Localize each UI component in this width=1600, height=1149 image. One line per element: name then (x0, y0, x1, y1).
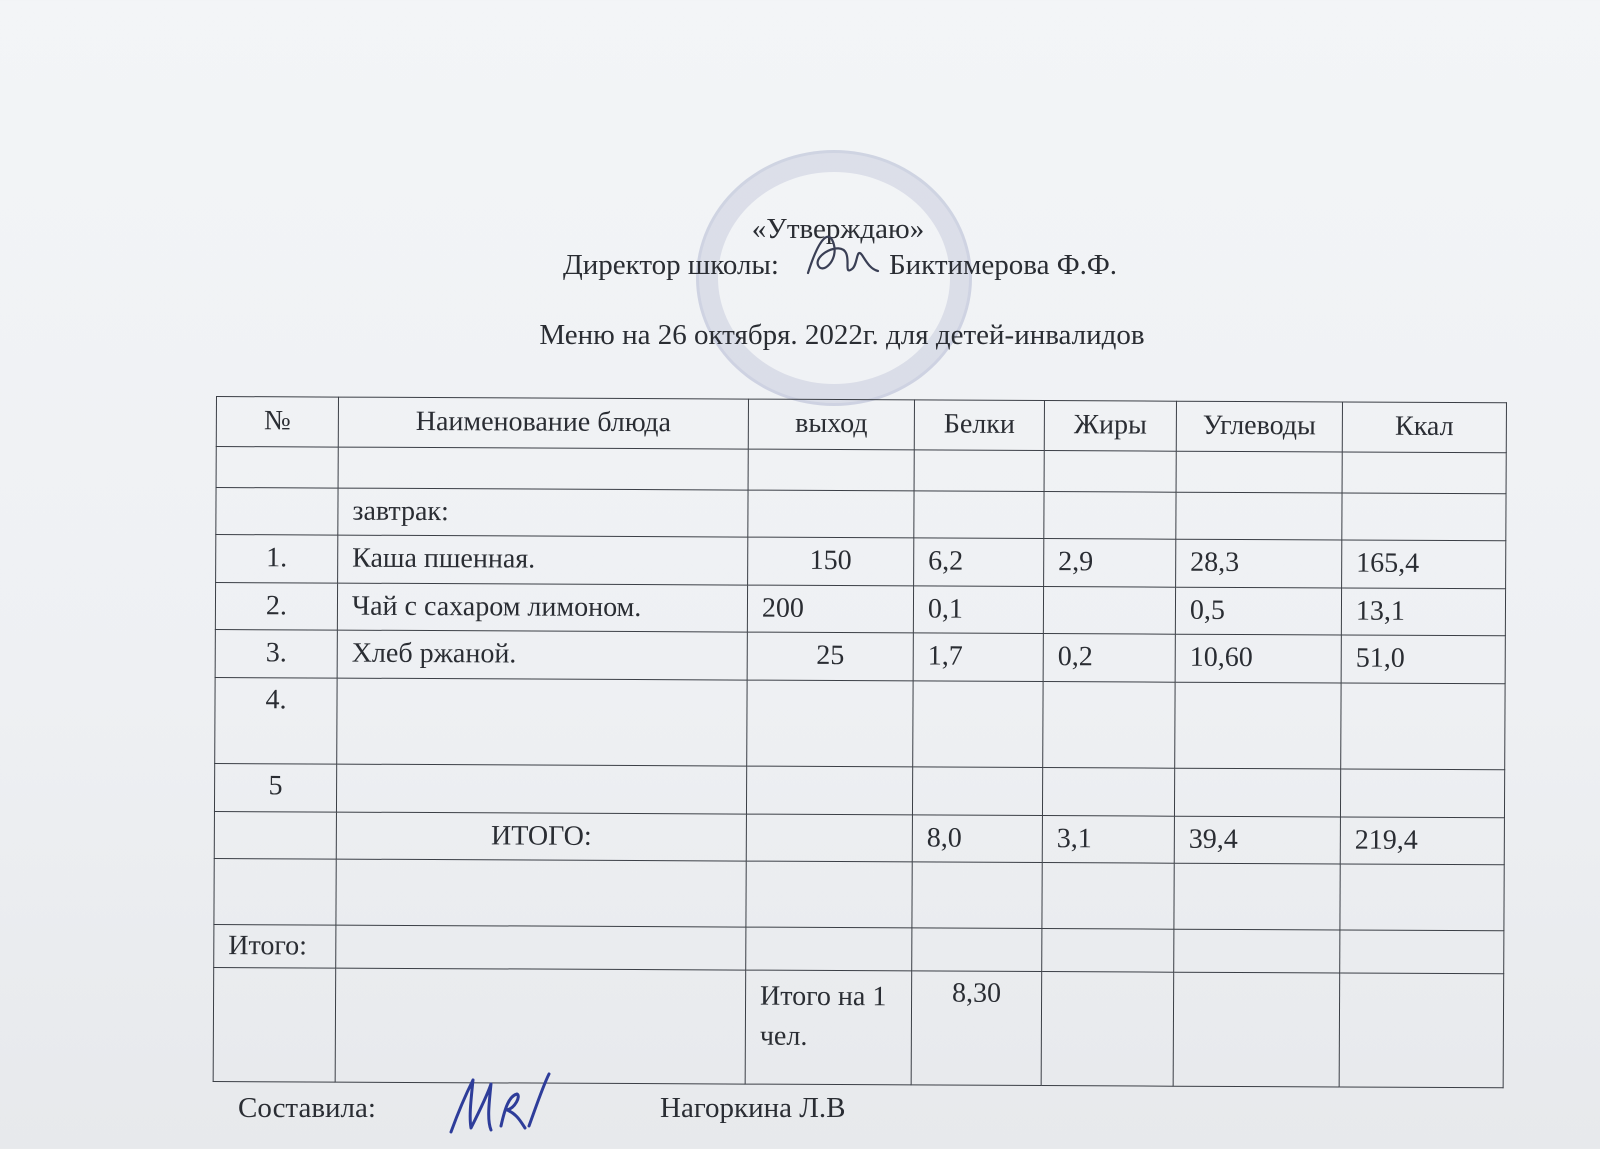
row-number: 5 (214, 764, 336, 812)
dish-yield: 25 (747, 632, 913, 680)
table-cell (1041, 972, 1174, 1086)
table-cell (747, 680, 913, 767)
table-cell (746, 814, 912, 862)
dish-proteins: 0,1 (913, 586, 1043, 634)
dish-kcal: 51,0 (1341, 635, 1505, 683)
director-name: Биктимерова Ф.Ф. (888, 249, 1118, 281)
section-label-breakfast: завтрак: (338, 488, 748, 537)
header-yield: выход (748, 399, 914, 449)
dish-name: Чай с сахаром лимоном. (337, 583, 747, 632)
table-cell (336, 925, 746, 970)
header-dish-name: Наименование блюда (338, 397, 748, 449)
table-cell (748, 490, 914, 538)
dish-yield: 150 (748, 537, 914, 585)
table-cell (912, 862, 1042, 929)
table-cell (1042, 929, 1174, 973)
table-cell (1042, 863, 1174, 930)
dish-fats: 0,2 (1043, 634, 1175, 682)
header-fats: Жиры (1044, 401, 1176, 451)
table-header-row (216, 397, 1506, 453)
total-proteins: 8,0 (912, 815, 1042, 863)
table-cell (1044, 450, 1176, 492)
table-cell (338, 447, 748, 490)
header-number: № (216, 397, 338, 447)
table-cell (213, 968, 336, 1082)
approval-heading: «Утверждаю» (751, 213, 925, 245)
table-cell (1174, 863, 1340, 930)
dish-carbs: 28,3 (1176, 539, 1342, 587)
row-number: 4. (215, 677, 337, 764)
menu-table (213, 396, 1507, 1088)
table-cell (914, 449, 1044, 491)
table-cell (1340, 864, 1504, 931)
director-signature (800, 225, 880, 285)
table-row (214, 859, 1504, 931)
header-carbs: Углеводы (1176, 401, 1342, 451)
header-proteins: Белки (914, 400, 1044, 450)
dish-kcal: 13,1 (1341, 588, 1505, 636)
table-cell (1176, 451, 1342, 493)
table-row-total (214, 811, 1504, 865)
table-cell (1340, 930, 1504, 974)
table-cell (746, 927, 912, 971)
table-cell (336, 764, 746, 813)
table-cell (216, 446, 338, 488)
total-fats: 3,1 (1042, 815, 1174, 863)
table-row (215, 677, 1505, 770)
table-cell (914, 491, 1044, 539)
table-cell (1342, 493, 1506, 541)
dish-name: Хлеб ржаной. (337, 630, 747, 679)
table-cell (912, 767, 1042, 815)
table-row-grand-total (214, 925, 1504, 975)
table-cell (1341, 683, 1505, 770)
row-number: 3. (215, 630, 337, 678)
director-label: Директор школы: (562, 249, 779, 281)
table-cell (746, 861, 912, 928)
total-kcal: 219,4 (1340, 817, 1504, 865)
table-row (215, 582, 1505, 636)
table-cell (1043, 681, 1175, 768)
dish-kcal: 165,4 (1342, 540, 1506, 588)
table-cell (1175, 682, 1341, 769)
table-cell (746, 766, 912, 814)
table-cell (336, 859, 746, 927)
composer-signature (445, 1066, 555, 1140)
per-person-value: 8,30 (911, 971, 1042, 1085)
dish-proteins: 1,7 (913, 633, 1043, 681)
table-row (216, 535, 1506, 589)
table-cell (1176, 492, 1342, 540)
dish-name: Каша пшенная. (338, 535, 748, 584)
row-number: 1. (216, 535, 338, 583)
composed-by-label: Составила: (238, 1092, 376, 1124)
table-cell (214, 811, 336, 859)
total-carbs: 39,4 (1174, 816, 1340, 864)
total-label: ИТОГО: (336, 812, 746, 861)
dish-proteins: 6,2 (914, 538, 1044, 586)
table-row (216, 446, 1506, 494)
dish-fats: 2,9 (1044, 539, 1176, 587)
per-person-label: Итого на 1 чел. (745, 971, 912, 1085)
table-cell (1174, 768, 1340, 816)
table-cell (1340, 769, 1504, 817)
table-row-per-person (213, 968, 1504, 1088)
header-kcal: Ккал (1342, 402, 1506, 452)
table-row (215, 630, 1505, 684)
table-cell (1174, 929, 1340, 973)
table-cell (748, 449, 914, 491)
table-cell (1342, 452, 1506, 494)
table-row-section-breakfast (216, 487, 1506, 541)
table-cell (337, 678, 747, 767)
table-row (214, 764, 1504, 818)
dish-carbs: 10,60 (1175, 634, 1341, 682)
dish-yield: 200 (747, 585, 913, 633)
table-cell (1042, 768, 1174, 816)
grand-total-label: Итого: (214, 925, 336, 969)
table-cell (216, 487, 338, 535)
dish-fats (1043, 586, 1175, 634)
table-cell (912, 928, 1042, 972)
table-cell (1044, 491, 1176, 539)
table-cell (913, 680, 1043, 767)
dish-carbs: 0,5 (1175, 587, 1341, 635)
table-cell (214, 859, 336, 926)
menu-title: Меню на 26 октября. 2022г. для детей-инвалидов (539, 319, 1145, 351)
table-cell (1339, 973, 1504, 1087)
row-number: 2. (215, 582, 337, 630)
table-cell (1173, 973, 1340, 1087)
composer-name: Нагоркина Л.В (660, 1092, 846, 1124)
